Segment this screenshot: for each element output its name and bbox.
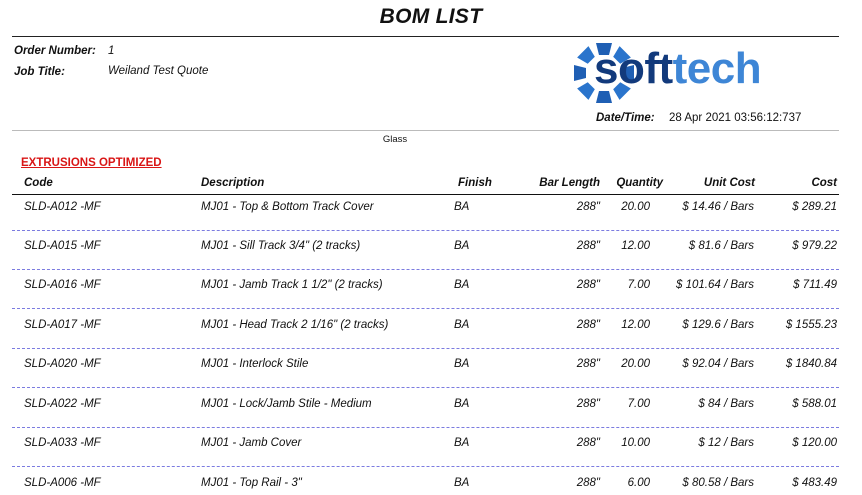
cell-quantity: 7.00 bbox=[627, 398, 650, 410]
job-title-label: Job Title: bbox=[14, 66, 65, 78]
cell-bar-length: 288" bbox=[576, 279, 600, 291]
cell-bar-length: 288" bbox=[576, 240, 600, 252]
category-label: Glass bbox=[382, 134, 408, 145]
row-separator bbox=[12, 348, 839, 349]
cell-description: MJ01 - Top & Bottom Track Cover bbox=[201, 201, 374, 213]
cell-finish: BA bbox=[454, 437, 470, 449]
cell-unit-cost: $ 12 / Bars bbox=[698, 437, 754, 449]
column-header-quantity: Quantity bbox=[616, 177, 663, 189]
cell-finish: BA bbox=[454, 279, 470, 291]
column-header-unit-cost: Unit Cost bbox=[703, 177, 755, 189]
cell-description: MJ01 - Head Track 2 1/16" (2 tracks) bbox=[201, 319, 389, 331]
datetime-label: Date/Time: bbox=[596, 112, 655, 124]
cell-unit-cost: $ 14.46 / Bars bbox=[682, 201, 754, 213]
cell-code: SLD-A015 -MF bbox=[24, 240, 101, 252]
header-divider bbox=[12, 130, 839, 131]
cell-cost: $ 711.49 bbox=[793, 279, 837, 291]
cell-quantity: 10.00 bbox=[621, 437, 650, 449]
row-separator bbox=[12, 466, 839, 467]
table-row bbox=[0, 240, 862, 280]
table-row bbox=[0, 477, 862, 495]
cell-cost: $ 979.22 bbox=[792, 240, 837, 252]
cell-unit-cost: $ 92.04 / Bars bbox=[682, 358, 754, 370]
table-row bbox=[0, 398, 862, 438]
cell-bar-length: 288" bbox=[576, 319, 600, 331]
cell-cost: $ 1555.23 bbox=[785, 319, 837, 331]
cell-quantity: 20.00 bbox=[621, 201, 650, 213]
row-separator bbox=[12, 387, 839, 388]
row-separator bbox=[12, 427, 839, 428]
cell-quantity: 6.00 bbox=[627, 477, 650, 489]
row-separator bbox=[12, 269, 839, 270]
table-row bbox=[0, 201, 862, 241]
logo-tech-text: tech bbox=[672, 44, 762, 93]
cell-bar-length: 288" bbox=[576, 437, 600, 449]
cell-unit-cost: $ 129.6 / Bars bbox=[682, 319, 754, 331]
cell-cost: $ 588.01 bbox=[792, 398, 837, 410]
column-header-bar-length: Bar Length bbox=[539, 177, 600, 189]
cell-bar-length: 288" bbox=[576, 477, 600, 489]
cell-code: SLD-A033 -MF bbox=[24, 437, 101, 449]
cell-cost: $ 120.00 bbox=[792, 437, 837, 449]
cell-quantity: 20.00 bbox=[621, 358, 650, 370]
cell-finish: BA bbox=[454, 398, 470, 410]
datetime-value: 28 Apr 2021 03:56:12:737 bbox=[669, 112, 802, 124]
cell-quantity: 7.00 bbox=[627, 279, 650, 291]
row-separator bbox=[12, 308, 839, 309]
cell-quantity: 12.00 bbox=[621, 319, 650, 331]
cell-finish: BA bbox=[454, 240, 470, 252]
column-header-finish: Finish bbox=[458, 177, 492, 189]
cell-finish: BA bbox=[454, 319, 470, 331]
title-divider bbox=[12, 36, 839, 37]
cell-finish: BA bbox=[454, 201, 470, 213]
cell-cost: $ 289.21 bbox=[792, 201, 837, 213]
cell-code: SLD-A022 -MF bbox=[24, 398, 101, 410]
cell-code: SLD-A006 -MF bbox=[24, 477, 101, 489]
column-header-cost: Cost bbox=[811, 177, 837, 189]
table-row bbox=[0, 358, 862, 398]
cell-description: MJ01 - Jamb Track 1 1/2" (2 tracks) bbox=[201, 279, 383, 291]
job-title-value: Weiland Test Quote bbox=[108, 65, 209, 77]
cell-unit-cost: $ 84 / Bars bbox=[698, 398, 754, 410]
cell-unit-cost: $ 80.58 / Bars bbox=[682, 477, 754, 489]
cell-finish: BA bbox=[454, 358, 470, 370]
order-number-value: 1 bbox=[108, 45, 115, 57]
cell-description: MJ01 - Lock/Jamb Stile - Medium bbox=[201, 398, 372, 410]
table-header-divider bbox=[12, 194, 839, 195]
cell-code: SLD-A016 -MF bbox=[24, 279, 101, 291]
cell-description: MJ01 - Interlock Stile bbox=[201, 358, 309, 370]
cell-description: MJ01 - Jamb Cover bbox=[201, 437, 302, 449]
section-title: EXTRUSIONS OPTIMIZED bbox=[21, 157, 162, 169]
order-number-label: Order Number: bbox=[14, 45, 96, 57]
cell-description: MJ01 - Top Rail - 3" bbox=[201, 477, 302, 489]
table-row bbox=[0, 437, 862, 477]
cell-bar-length: 288" bbox=[576, 358, 600, 370]
table-row bbox=[0, 279, 862, 319]
cell-finish: BA bbox=[454, 477, 470, 489]
cell-cost: $ 1840.84 bbox=[785, 358, 837, 370]
cell-code: SLD-A020 -MF bbox=[24, 358, 101, 370]
logo-soft-text: soft bbox=[594, 44, 673, 93]
cell-unit-cost: $ 81.6 / Bars bbox=[688, 240, 754, 252]
cell-code: SLD-A017 -MF bbox=[24, 319, 101, 331]
cell-unit-cost: $ 101.64 / Bars bbox=[676, 279, 754, 291]
row-separator bbox=[12, 230, 839, 231]
column-header-code: Code bbox=[24, 177, 53, 189]
column-header-description: Description bbox=[201, 177, 265, 189]
cell-code: SLD-A012 -MF bbox=[24, 201, 101, 213]
cell-quantity: 12.00 bbox=[621, 240, 650, 252]
report-title: BOM LIST bbox=[379, 5, 483, 28]
softtech-logo-wordmark bbox=[594, 41, 761, 97]
cell-bar-length: 288" bbox=[576, 201, 600, 213]
cell-bar-length: 288" bbox=[576, 398, 600, 410]
cell-cost: $ 483.49 bbox=[792, 477, 837, 489]
table-row bbox=[0, 319, 862, 359]
cell-description: MJ01 - Sill Track 3/4" (2 tracks) bbox=[201, 240, 361, 252]
